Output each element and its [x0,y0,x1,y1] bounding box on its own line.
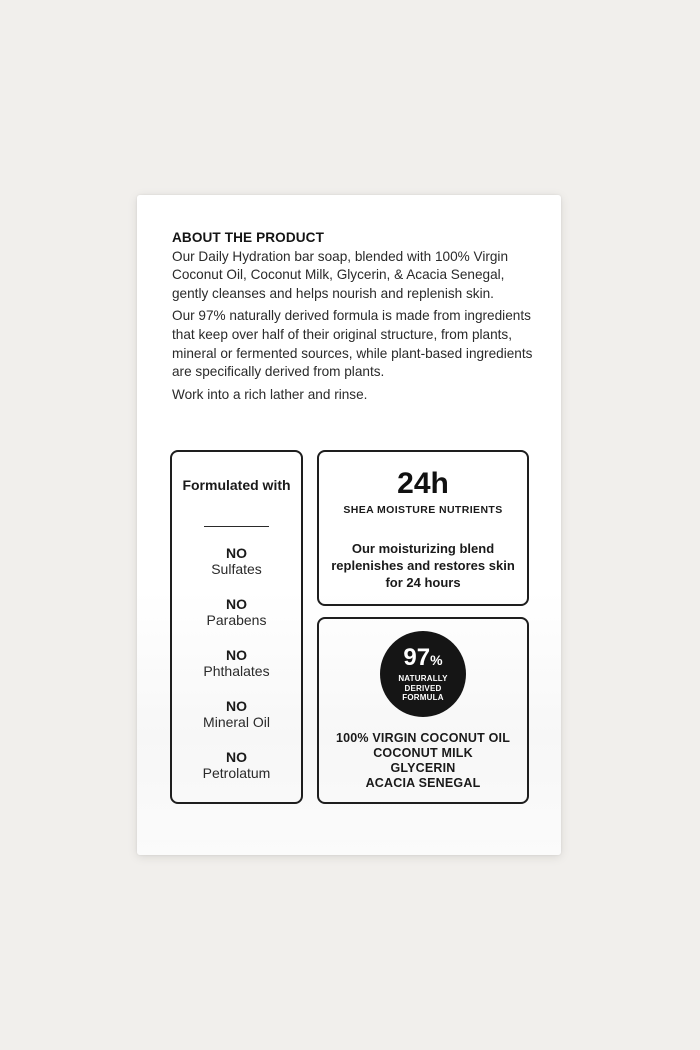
about-paragraph: Work into a rich lather and rinse. [172,386,368,402]
no-item-sulfates [172,545,301,596]
no-list [172,545,301,800]
naturally-derived-badge [380,631,466,717]
ingredient-list [319,731,527,791]
formulated-without-box [170,450,303,804]
no-label: NO [226,749,247,765]
no-item-petrolatum [172,749,301,800]
nutrients-description: Our moisturizing blend replenishes and restores skin for 24 hours [331,541,515,590]
ingredient-item: 100% VIRGIN COCONUT OIL [335,731,511,745]
about-paragraph: Our 97% naturally derived formula is made from ingredients that keep over half of their original structure, from plants, mineral or fermented sources, while plant-based ingredients are specifically derived from plants. [172,308,533,380]
ingredient-item: COCONUT MILK [373,746,473,760]
about-paragraph: Our Daily Hydration bar soap, blended with 100% Virgin Coconut Oil, Coconut Milk, Glycerin, & Acacia Senegal, gently cleanses and helps nourish and replenish skin. [172,248,509,301]
no-ingredient: Parabens [206,612,267,628]
nutrients-box [317,450,529,606]
about-heading: ABOUT THE PRODUCT [172,230,324,245]
formulated-title: Formulated with [182,477,291,493]
ingredient-item: GLYCERIN [390,761,456,775]
nutrients-label: SHEA MOISTURE NUTRIENTS [343,504,503,516]
no-ingredient: Phthalates [203,663,270,679]
no-ingredient: Petrolatum [202,765,271,781]
ingredients-box [317,617,529,804]
hours-value: 24h [397,467,449,500]
no-label: NO [226,545,247,561]
ingredient-item: ACACIA SENEGAL [365,776,481,790]
badge-text: NATURALLY DERIVED FORMULA [398,674,448,702]
no-label: NO [226,698,247,714]
no-ingredient: Mineral Oil [203,714,270,730]
no-item-parabens [172,596,301,647]
about-section [172,229,537,408]
no-label: NO [226,596,247,612]
no-item-mineral-oil [172,698,301,749]
no-item-phthalates [172,647,301,698]
no-ingredient: Sulfates [211,561,262,577]
divider [204,526,269,527]
badge-percent: 97% [403,644,443,671]
no-label: NO [226,647,247,663]
